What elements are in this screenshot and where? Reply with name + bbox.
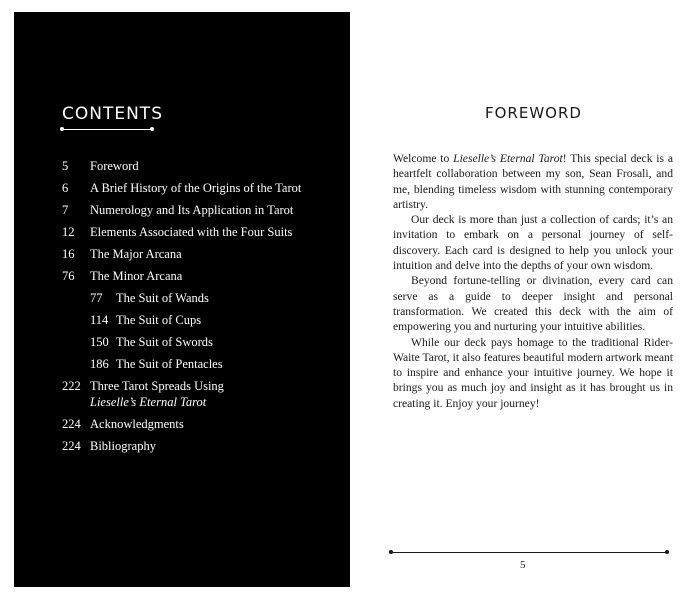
toc-entry bbox=[62, 202, 293, 218]
paragraph-text: ! This special deck is a heartfelt collaboration between my son, Sean Frosali, and me, blending timeless wisdom with stunning contemporary artistry. bbox=[393, 152, 673, 211]
toc-entry bbox=[62, 180, 301, 196]
toc-page-number: 224 bbox=[62, 417, 81, 431]
toc-entry bbox=[62, 378, 224, 410]
toc-subentry bbox=[90, 290, 209, 306]
rule-dot-right bbox=[150, 127, 154, 131]
toc-page-number: 114 bbox=[90, 313, 109, 327]
contents-rule bbox=[62, 129, 152, 130]
foreword-paragraph-2: Our deck is more than just a collection of cards; it’s an invitation to embark on a personal journey of self-discovery. Each card is designed to help you unlock your intuition and delve into the depths of your own wisdom. bbox=[393, 213, 673, 273]
toc-title: The Suit of Swords bbox=[116, 335, 213, 349]
toc-title: Bibliography bbox=[90, 439, 156, 453]
toc-entry bbox=[62, 158, 139, 174]
toc-title: Foreword bbox=[90, 159, 139, 173]
toc-subentry bbox=[90, 356, 223, 372]
rule-dot-left bbox=[389, 550, 393, 554]
toc-subentry bbox=[90, 334, 213, 350]
toc-title-line2: Lieselle’s Eternal Tarot bbox=[90, 395, 207, 409]
toc-title-line1: Three Tarot Spreads Using bbox=[90, 379, 224, 393]
rule-dot-left bbox=[60, 127, 64, 131]
toc-title: A Brief History of the Origins of the Tarot bbox=[90, 181, 302, 195]
toc-page-number: 16 bbox=[62, 247, 75, 261]
foreword-heading: FOREWORD bbox=[485, 104, 582, 122]
foreword-paragraph-4: While our deck pays homage to the traditional Rider-Waite Tarot, it also features beautiful modern artwork meant to inspire and enhance your intuitive journey. We hope it brings you as much joy and insight as it has brought us in creating it. Enjoy your journey! bbox=[393, 335, 673, 410]
toc-page-number: 5 bbox=[62, 159, 69, 173]
toc-page-number: 76 bbox=[62, 269, 75, 283]
toc-page-number: 186 bbox=[90, 357, 109, 371]
toc-page-number: 7 bbox=[62, 203, 69, 217]
toc-entry bbox=[62, 268, 182, 284]
toc-title: The Suit of Cups bbox=[116, 313, 202, 327]
toc-title: Numerology and Its Application in Tarot bbox=[90, 203, 294, 217]
toc-page-number: 224 bbox=[62, 439, 81, 453]
deck-title-italic: Lieselle’s Eternal Tarot bbox=[453, 152, 563, 165]
toc-title: The Major Arcana bbox=[90, 247, 182, 261]
page-number: 5 bbox=[520, 559, 526, 571]
toc-entry bbox=[62, 416, 184, 432]
toc-subentry bbox=[90, 312, 201, 328]
toc-title: The Suit of Wands bbox=[116, 291, 209, 305]
rule-dot-right bbox=[665, 550, 669, 554]
toc-title: Acknowledgments bbox=[90, 417, 184, 431]
toc-page-number: 222 bbox=[62, 379, 81, 393]
contents-heading: CONTENTS bbox=[62, 104, 163, 124]
toc-entry bbox=[62, 438, 156, 454]
toc-entry bbox=[62, 246, 182, 262]
toc-page-number: 150 bbox=[90, 335, 109, 349]
paragraph-text: Welcome to bbox=[393, 152, 454, 165]
toc-page-number: 12 bbox=[62, 225, 75, 239]
foreword-body bbox=[393, 151, 673, 411]
foreword-paragraph-1 bbox=[393, 151, 673, 212]
foreword-page bbox=[350, 12, 686, 587]
toc-title: The Suit of Pentacles bbox=[116, 357, 223, 371]
footer-rule bbox=[391, 552, 667, 553]
toc-page-number: 77 bbox=[90, 291, 103, 305]
contents-page bbox=[14, 12, 350, 587]
toc-title: Elements Associated with the Four Suits bbox=[90, 225, 293, 239]
foreword-paragraph-3: Beyond fortune-telling or divination, every card can serve as a guide to deeper insight and personal transformation. We created this deck with the aim of empowering you and nurturing your intuitive abilities. bbox=[393, 274, 673, 334]
toc-title bbox=[90, 378, 224, 410]
toc-title: The Minor Arcana bbox=[90, 269, 183, 283]
toc-entry bbox=[62, 224, 292, 240]
toc-page-number: 6 bbox=[62, 181, 69, 195]
